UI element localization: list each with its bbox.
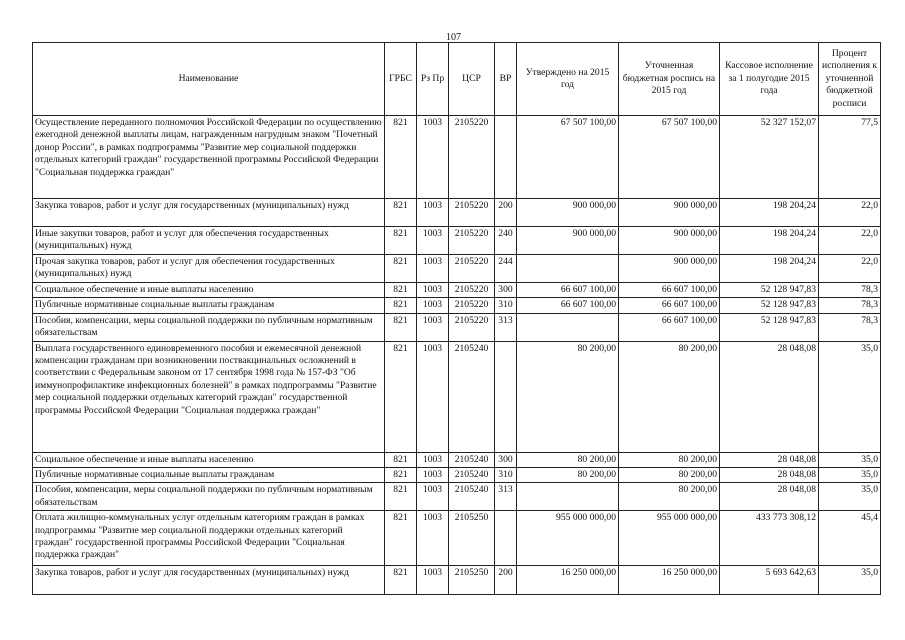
row-refined: 900 000,00	[619, 199, 720, 227]
row-grbs: 821	[385, 227, 417, 255]
header-rz-pr: Рз Пр	[417, 43, 449, 116]
row-grbs: 821	[385, 116, 417, 199]
row-approved: 66 607 100,00	[517, 283, 619, 298]
row-percent: 35,0	[819, 452, 881, 467]
header-vr: ВР	[495, 43, 517, 116]
row-vr: 200	[495, 199, 517, 227]
row-name: Пособия, компенсации, меры социальной поддержки по публичным нормативным обязательствам	[33, 313, 385, 341]
row-approved: 80 200,00	[517, 452, 619, 467]
row-rz-pr: 1003	[417, 313, 449, 341]
row-percent: 35,0	[819, 566, 881, 595]
row-grbs: 821	[385, 341, 417, 452]
row-name: Прочая закупка товаров, работ и услуг для обеспечения государственных (муниципальных) нужд	[33, 255, 385, 283]
header-percent: Процент исполнения к уточненной бюджетной росписи	[819, 43, 881, 116]
row-vr: 313	[495, 313, 517, 341]
row-approved	[517, 483, 619, 511]
row-name: Осуществление переданного полномочия Российской Федерации по осуществлению ежегодной денежной выплаты лицам, награжденным нагрудным знаком "Почетный донор России", в рамках подпрограммы "Развитие мер социальной поддержки отдельных категорий граждан" государственной программы Российской Федерации "Социальная поддержка граждан"	[33, 116, 385, 199]
table-row	[33, 483, 881, 511]
table-row	[33, 452, 881, 467]
row-csr: 2105240	[449, 468, 495, 483]
row-refined: 900 000,00	[619, 227, 720, 255]
table-row	[33, 227, 881, 255]
row-grbs: 821	[385, 255, 417, 283]
table-row	[33, 511, 881, 566]
table-row	[33, 199, 881, 227]
row-grbs: 821	[385, 313, 417, 341]
row-rz-pr: 1003	[417, 227, 449, 255]
row-cash: 198 204,24	[720, 255, 819, 283]
row-grbs: 821	[385, 298, 417, 313]
row-name: Пособия, компенсации, меры социальной поддержки по публичным нормативным обязательствам	[33, 483, 385, 511]
row-cash: 52 128 947,83	[720, 283, 819, 298]
row-cash: 5 693 642,63	[720, 566, 819, 595]
row-name: Иные закупки товаров, работ и услуг для обеспечения государственных (муниципальных) нужд	[33, 227, 385, 255]
row-name: Социальное обеспечение и иные выплаты населению	[33, 452, 385, 467]
row-name: Оплата жилищно-коммунальных услуг отдельным категориям граждан в рамках подпрограммы "Развитие мер социальной поддержки отдельных категорий граждан" государственной программы Российской Федерации "Социальная поддержка граждан"	[33, 511, 385, 566]
row-grbs: 821	[385, 283, 417, 298]
row-vr: 313	[495, 483, 517, 511]
row-percent: 35,0	[819, 483, 881, 511]
row-percent: 22,0	[819, 227, 881, 255]
row-approved: 900 000,00	[517, 199, 619, 227]
row-vr	[495, 511, 517, 566]
row-cash: 28 048,08	[720, 452, 819, 467]
row-csr: 2105220	[449, 199, 495, 227]
row-grbs: 821	[385, 452, 417, 467]
row-rz-pr: 1003	[417, 116, 449, 199]
row-name: Публичные нормативные социальные выплаты гражданам	[33, 298, 385, 313]
row-refined: 66 607 100,00	[619, 283, 720, 298]
table-row	[33, 313, 881, 341]
table-row	[33, 468, 881, 483]
row-csr: 2105220	[449, 298, 495, 313]
row-name: Закупка товаров, работ и услуг для государственных (муниципальных) нужд	[33, 566, 385, 595]
header-refined: Уточненная бюджетная роспись на 2015 год	[619, 43, 720, 116]
row-name: Социальное обеспечение и иные выплаты населению	[33, 283, 385, 298]
row-csr: 2105220	[449, 283, 495, 298]
row-cash: 198 204,24	[720, 227, 819, 255]
row-cash: 28 048,08	[720, 483, 819, 511]
row-cash: 28 048,08	[720, 341, 819, 452]
row-grbs: 821	[385, 483, 417, 511]
row-percent: 78,3	[819, 298, 881, 313]
row-vr	[495, 116, 517, 199]
header-row	[33, 43, 881, 116]
row-percent: 78,3	[819, 313, 881, 341]
row-grbs: 821	[385, 199, 417, 227]
row-approved: 955 000 000,00	[517, 511, 619, 566]
row-refined: 66 607 100,00	[619, 298, 720, 313]
row-refined: 66 607 100,00	[619, 313, 720, 341]
row-refined: 80 200,00	[619, 483, 720, 511]
row-percent: 77,5	[819, 116, 881, 199]
row-percent: 35,0	[819, 341, 881, 452]
row-grbs: 821	[385, 566, 417, 595]
row-rz-pr: 1003	[417, 468, 449, 483]
row-approved: 900 000,00	[517, 227, 619, 255]
row-cash: 198 204,24	[720, 199, 819, 227]
header-name: Наименование	[33, 43, 385, 116]
table-row	[33, 283, 881, 298]
row-percent: 45,4	[819, 511, 881, 566]
row-name: Закупка товаров, работ и услуг для государственных (муниципальных) нужд	[33, 199, 385, 227]
row-rz-pr: 1003	[417, 341, 449, 452]
row-csr: 2105220	[449, 116, 495, 199]
row-rz-pr: 1003	[417, 199, 449, 227]
row-csr: 2105240	[449, 452, 495, 467]
row-csr: 2105250	[449, 511, 495, 566]
row-csr: 2105220	[449, 227, 495, 255]
row-approved: 66 607 100,00	[517, 298, 619, 313]
row-cash: 52 128 947,83	[720, 313, 819, 341]
row-grbs: 821	[385, 511, 417, 566]
row-approved: 80 200,00	[517, 468, 619, 483]
table-row	[33, 341, 881, 452]
row-vr: 310	[495, 298, 517, 313]
row-cash: 28 048,08	[720, 468, 819, 483]
row-csr: 2105250	[449, 566, 495, 595]
row-refined: 16 250 000,00	[619, 566, 720, 595]
row-approved	[517, 313, 619, 341]
row-refined: 80 200,00	[619, 341, 720, 452]
row-refined: 80 200,00	[619, 468, 720, 483]
row-rz-pr: 1003	[417, 255, 449, 283]
row-rz-pr: 1003	[417, 452, 449, 467]
table-row	[33, 255, 881, 283]
row-approved: 80 200,00	[517, 341, 619, 452]
row-vr: 300	[495, 452, 517, 467]
row-vr: 240	[495, 227, 517, 255]
budget-table	[32, 42, 881, 595]
row-refined: 67 507 100,00	[619, 116, 720, 199]
row-vr: 200	[495, 566, 517, 595]
row-rz-pr: 1003	[417, 483, 449, 511]
row-percent: 35,0	[819, 468, 881, 483]
row-refined: 80 200,00	[619, 452, 720, 467]
row-refined: 955 000 000,00	[619, 511, 720, 566]
row-approved	[517, 255, 619, 283]
row-csr: 2105240	[449, 341, 495, 452]
table-row	[33, 116, 881, 199]
row-vr: 244	[495, 255, 517, 283]
row-rz-pr: 1003	[417, 298, 449, 313]
row-csr: 2105220	[449, 255, 495, 283]
row-name: Публичные нормативные социальные выплаты гражданам	[33, 468, 385, 483]
row-rz-pr: 1003	[417, 566, 449, 595]
header-approved: Утверждено на 2015 год	[517, 43, 619, 116]
row-vr	[495, 341, 517, 452]
row-percent: 78,3	[819, 283, 881, 298]
row-cash: 52 128 947,83	[720, 298, 819, 313]
header-csr: ЦСР	[449, 43, 495, 116]
row-percent: 22,0	[819, 255, 881, 283]
row-csr: 2105220	[449, 313, 495, 341]
header-cash: Кассовое исполнение за 1 полугодие 2015 года	[720, 43, 819, 116]
row-name: Выплата государственного единовременного пособия и ежемесячной денежной компенсации гражданам при возникновении поствакцинальных осложнений в соответствии с Федеральным законом от 17 сентября 1998 года № 157-ФЗ "Об иммунопрофилактике инфекционных болезней" в рамках подпрограммы "Развитие мер социальной поддержки отдельных категорий граждан" государственной программы Российской Федерации "Социальная поддержка граждан"	[33, 341, 385, 452]
page-number: 107	[446, 32, 461, 43]
table-row	[33, 298, 881, 313]
row-rz-pr: 1003	[417, 283, 449, 298]
row-cash: 433 773 308,12	[720, 511, 819, 566]
row-rz-pr: 1003	[417, 511, 449, 566]
table-row	[33, 566, 881, 595]
row-refined: 900 000,00	[619, 255, 720, 283]
row-vr: 300	[495, 283, 517, 298]
row-percent: 22,0	[819, 199, 881, 227]
row-approved: 16 250 000,00	[517, 566, 619, 595]
header-grbs: ГРБС	[385, 43, 417, 116]
row-cash: 52 327 152,07	[720, 116, 819, 199]
row-vr: 310	[495, 468, 517, 483]
row-csr: 2105240	[449, 483, 495, 511]
row-grbs: 821	[385, 468, 417, 483]
row-approved: 67 507 100,00	[517, 116, 619, 199]
